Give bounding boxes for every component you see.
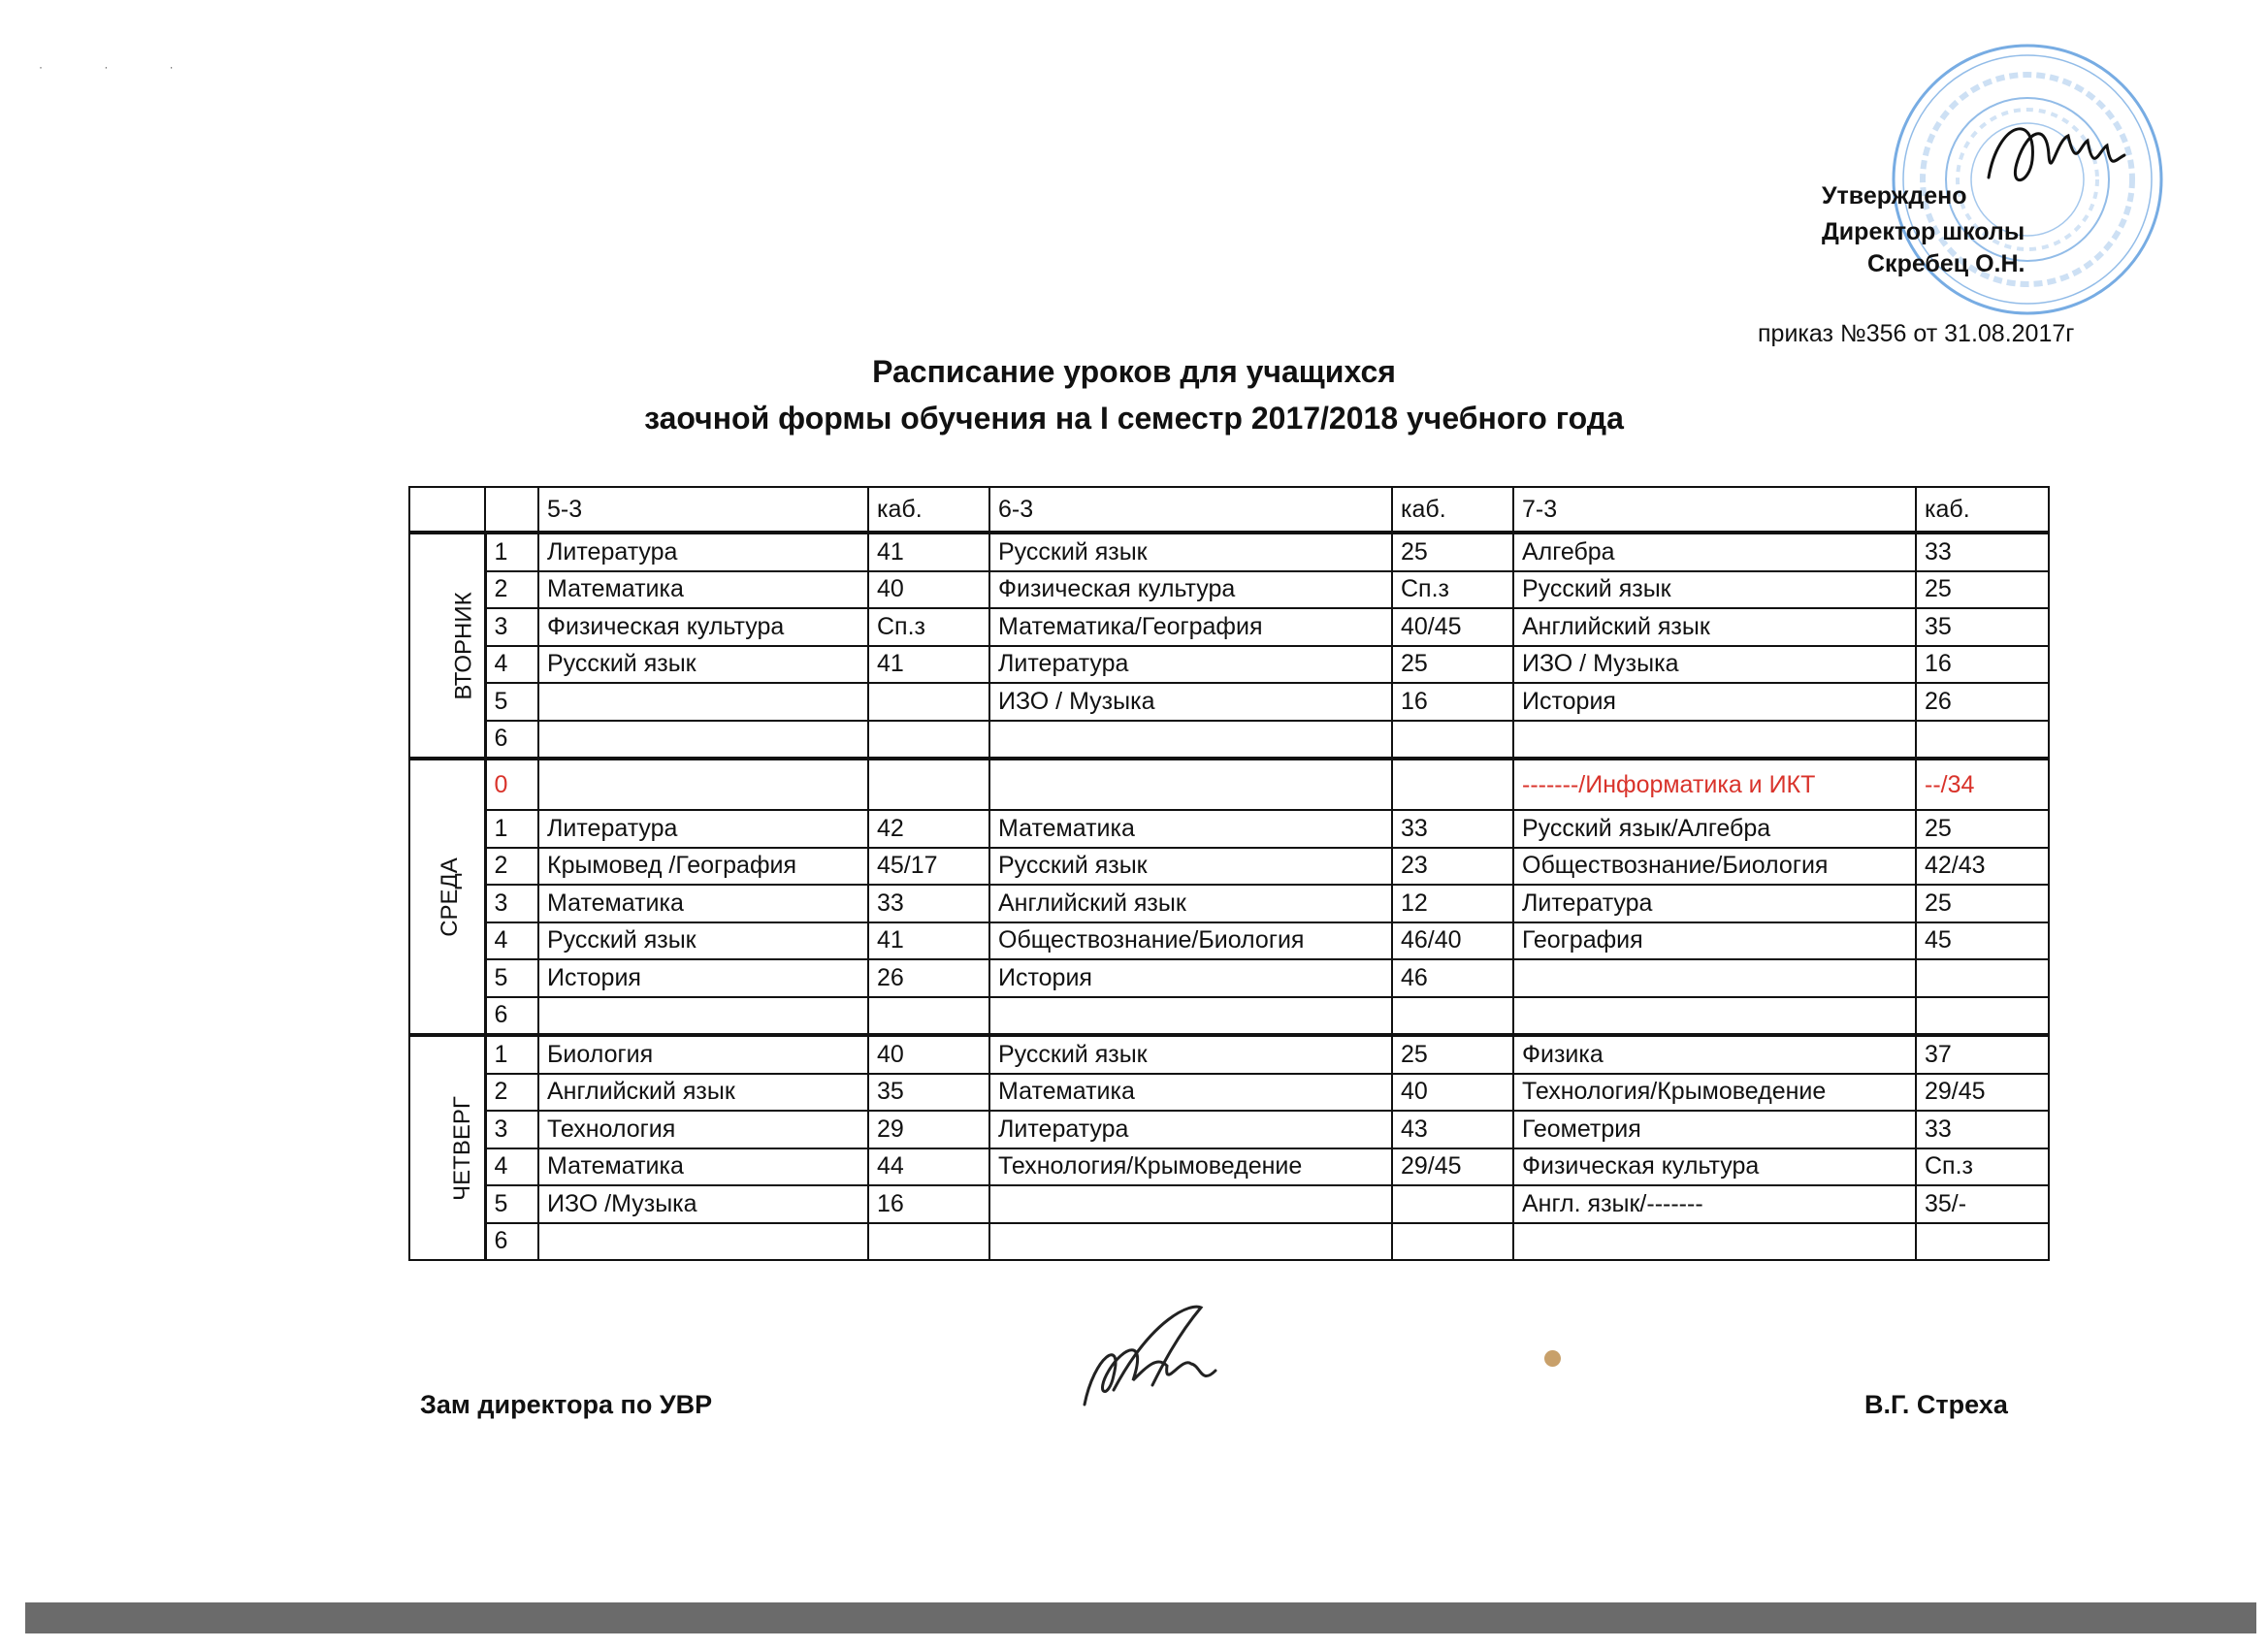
header-row — [409, 487, 2049, 533]
room-6-3 — [1392, 1223, 1513, 1261]
room-5-3: 29 — [868, 1111, 989, 1148]
header-cell — [409, 487, 485, 533]
subject-6-3: Математика/География — [989, 608, 1392, 646]
subject-5-3 — [538, 759, 868, 810]
director-signature — [1979, 102, 2134, 209]
day-label: ВТОРНИК — [450, 592, 477, 700]
room-7-3: 35 — [1916, 608, 2049, 646]
subject-5-3: ИЗО /Музыка — [538, 1185, 868, 1223]
room-6-3: 40/45 — [1392, 608, 1513, 646]
room-7-3: 35/- — [1916, 1185, 2049, 1223]
room-5-3: 41 — [868, 922, 989, 960]
lesson-number: 6 — [485, 997, 538, 1036]
room-5-3: 40 — [868, 571, 989, 609]
room-6-3: 43 — [1392, 1111, 1513, 1148]
room-5-3: 16 — [868, 1185, 989, 1223]
header-cell: 6-3 — [989, 487, 1392, 533]
subject-5-3: Физическая культура — [538, 608, 868, 646]
room-6-3 — [1392, 759, 1513, 810]
subject-6-3: Литература — [989, 646, 1392, 684]
subject-7-3: -------/Информатика и ИКТ — [1513, 759, 1916, 810]
lesson-number: 6 — [485, 1223, 538, 1261]
room-7-3: 45 — [1916, 922, 2049, 960]
subject-7-3: Литература — [1513, 885, 1916, 922]
subject-7-3: География — [1513, 922, 1916, 960]
table-row — [409, 1148, 2049, 1186]
room-7-3: 26 — [1916, 683, 2049, 721]
subject-6-3: Русский язык — [989, 533, 1392, 571]
room-5-3: 41 — [868, 646, 989, 684]
room-7-3: 25 — [1916, 885, 2049, 922]
lesson-number: 1 — [485, 1035, 538, 1074]
subject-6-3 — [989, 1223, 1392, 1261]
subject-7-3: ИЗО / Музыка — [1513, 646, 1916, 684]
table-row — [409, 959, 2049, 997]
subject-7-3: Физическая культура — [1513, 1148, 1916, 1186]
header-cell: каб. — [1916, 487, 2049, 533]
subject-5-3: Математика — [538, 885, 868, 922]
subject-7-3: История — [1513, 683, 1916, 721]
room-7-3: 33 — [1916, 1111, 2049, 1148]
subject-6-3: Литература — [989, 1111, 1392, 1148]
room-6-3: 46 — [1392, 959, 1513, 997]
header-cell — [485, 487, 538, 533]
subject-5-3: Математика — [538, 571, 868, 609]
subject-6-3 — [989, 721, 1392, 760]
header-cell: 5-3 — [538, 487, 868, 533]
subject-7-3: Геометрия — [1513, 1111, 1916, 1148]
room-6-3 — [1392, 997, 1513, 1036]
subject-6-3 — [989, 1185, 1392, 1223]
lesson-number: 1 — [485, 810, 538, 848]
approval-line-3: Скребец О.Н. — [1867, 250, 2025, 277]
table-row — [409, 1223, 2049, 1261]
room-6-3: 40 — [1392, 1074, 1513, 1112]
approval-line-1: Утверждено — [1822, 182, 1967, 210]
subject-6-3 — [989, 997, 1392, 1036]
table-row — [409, 759, 2049, 810]
room-6-3: 16 — [1392, 683, 1513, 721]
lesson-number: 0 — [485, 759, 538, 810]
subject-5-3: Английский язык — [538, 1074, 868, 1112]
table-row — [409, 997, 2049, 1036]
table-row — [409, 848, 2049, 886]
subject-6-3: Физическая культура — [989, 571, 1392, 609]
room-6-3: 12 — [1392, 885, 1513, 922]
table-row — [409, 885, 2049, 922]
footer-left-title: Зам директора по УВР — [420, 1390, 713, 1419]
room-5-3 — [868, 721, 989, 760]
room-7-3 — [1916, 721, 2049, 760]
room-5-3 — [868, 1223, 989, 1261]
scan-specks: · · · — [39, 60, 203, 74]
subject-5-3: Биология — [538, 1035, 868, 1074]
subject-6-3 — [989, 759, 1392, 810]
subject-7-3: Английский язык — [1513, 608, 1916, 646]
room-7-3: 16 — [1916, 646, 2049, 684]
room-5-3: 41 — [868, 533, 989, 571]
subject-7-3 — [1513, 1223, 1916, 1261]
room-5-3: 45/17 — [868, 848, 989, 886]
lesson-number: 4 — [485, 922, 538, 960]
lesson-number: 2 — [485, 848, 538, 886]
table-row — [409, 571, 2049, 609]
room-7-3 — [1916, 959, 2049, 997]
room-5-3: 44 — [868, 1148, 989, 1186]
room-6-3 — [1392, 721, 1513, 760]
subject-6-3: Русский язык — [989, 848, 1392, 886]
header-cell: 7-3 — [1513, 487, 1916, 533]
subject-6-3: История — [989, 959, 1392, 997]
room-7-3 — [1916, 1223, 2049, 1261]
scan-bottom-edge — [25, 1602, 2256, 1633]
lesson-number: 2 — [485, 1074, 538, 1112]
page-title-line-2: заочной формы обучения на I семестр 2017/2018 учебного года — [644, 401, 1624, 436]
table-row — [409, 533, 2049, 571]
deputy-signature — [1055, 1298, 1249, 1424]
room-5-3: Сп.з — [868, 608, 989, 646]
table-row — [409, 1185, 2049, 1223]
room-6-3: 29/45 — [1392, 1148, 1513, 1186]
room-6-3 — [1392, 1185, 1513, 1223]
room-7-3: 25 — [1916, 571, 2049, 609]
lesson-number: 3 — [485, 1111, 538, 1148]
table-row — [409, 922, 2049, 960]
approval-line-2: Директор школы — [1822, 218, 2025, 245]
subject-6-3: Русский язык — [989, 1035, 1392, 1074]
room-7-3: --/34 — [1916, 759, 2049, 810]
subject-7-3: Русский язык — [1513, 571, 1916, 609]
table-row — [409, 683, 2049, 721]
room-6-3: Сп.з — [1392, 571, 1513, 609]
subject-6-3: Английский язык — [989, 885, 1392, 922]
room-5-3: 33 — [868, 885, 989, 922]
room-5-3: 35 — [868, 1074, 989, 1112]
subject-5-3 — [538, 997, 868, 1036]
subject-5-3: Русский язык — [538, 922, 868, 960]
footer-right-name: В.Г. Стреха — [1864, 1390, 2008, 1419]
header-cell: каб. — [1392, 487, 1513, 533]
room-6-3: 33 — [1392, 810, 1513, 848]
lesson-number: 4 — [485, 1148, 538, 1186]
room-7-3: 42/43 — [1916, 848, 2049, 886]
lesson-number: 3 — [485, 608, 538, 646]
room-5-3 — [868, 997, 989, 1036]
subject-7-3 — [1513, 997, 1916, 1036]
day-label: ЧЕТВЕРГ — [448, 1096, 475, 1201]
table-row — [409, 608, 2049, 646]
day-cell — [409, 533, 485, 759]
subject-5-3: Математика — [538, 1148, 868, 1186]
subject-6-3: ИЗО / Музыка — [989, 683, 1392, 721]
room-7-3: Сп.з — [1916, 1148, 2049, 1186]
lesson-number: 4 — [485, 646, 538, 684]
subject-7-3: Алгебра — [1513, 533, 1916, 571]
day-cell — [409, 1035, 485, 1260]
subject-5-3: Технология — [538, 1111, 868, 1148]
subject-7-3 — [1513, 721, 1916, 760]
subject-7-3: Технология/Крымоведение — [1513, 1074, 1916, 1112]
subject-6-3: Обществознание/Биология — [989, 922, 1392, 960]
subject-5-3 — [538, 721, 868, 760]
day-cell — [409, 759, 485, 1035]
table-row — [409, 810, 2049, 848]
lesson-number: 5 — [485, 1185, 538, 1223]
subject-5-3: История — [538, 959, 868, 997]
room-5-3: 42 — [868, 810, 989, 848]
room-6-3: 46/40 — [1392, 922, 1513, 960]
room-6-3: 25 — [1392, 533, 1513, 571]
subject-6-3: Математика — [989, 810, 1392, 848]
room-7-3: 25 — [1916, 810, 2049, 848]
subject-5-3 — [538, 683, 868, 721]
subject-7-3: Физика — [1513, 1035, 1916, 1074]
room-6-3: 25 — [1392, 646, 1513, 684]
subject-7-3: Англ. язык/------- — [1513, 1185, 1916, 1223]
table-row — [409, 1074, 2049, 1112]
room-6-3: 23 — [1392, 848, 1513, 886]
scan-dot — [1544, 1350, 1561, 1367]
table-row — [409, 1035, 2049, 1074]
room-5-3 — [868, 683, 989, 721]
lesson-number: 5 — [485, 959, 538, 997]
room-7-3: 29/45 — [1916, 1074, 2049, 1112]
room-5-3 — [868, 759, 989, 810]
order-number: приказ №356 от 31.08.2017г — [1758, 320, 2075, 347]
schedule-table — [408, 486, 2050, 1261]
room-6-3: 25 — [1392, 1035, 1513, 1074]
room-5-3: 26 — [868, 959, 989, 997]
subject-5-3: Литература — [538, 810, 868, 848]
day-label: СРЕДА — [436, 857, 463, 937]
table-row — [409, 1111, 2049, 1148]
lesson-number: 6 — [485, 721, 538, 760]
table-row — [409, 646, 2049, 684]
room-5-3: 40 — [868, 1035, 989, 1074]
lesson-number: 5 — [485, 683, 538, 721]
subject-7-3 — [1513, 959, 1916, 997]
room-7-3 — [1916, 997, 2049, 1036]
subject-7-3: Обществознание/Биология — [1513, 848, 1916, 886]
lesson-number: 2 — [485, 571, 538, 609]
subject-5-3: Русский язык — [538, 646, 868, 684]
subject-7-3: Русский язык/Алгебра — [1513, 810, 1916, 848]
page-title-line-1: Расписание уроков для учащихся — [872, 354, 1396, 389]
room-7-3: 37 — [1916, 1035, 2049, 1074]
subject-6-3: Математика — [989, 1074, 1392, 1112]
subject-6-3: Технология/Крымоведение — [989, 1148, 1392, 1186]
subject-5-3 — [538, 1223, 868, 1261]
header-cell: каб. — [868, 487, 989, 533]
lesson-number: 3 — [485, 885, 538, 922]
room-7-3: 33 — [1916, 533, 2049, 571]
subject-5-3: Крымовед /География — [538, 848, 868, 886]
lesson-number: 1 — [485, 533, 538, 571]
subject-5-3: Литература — [538, 533, 868, 571]
table-row — [409, 721, 2049, 760]
